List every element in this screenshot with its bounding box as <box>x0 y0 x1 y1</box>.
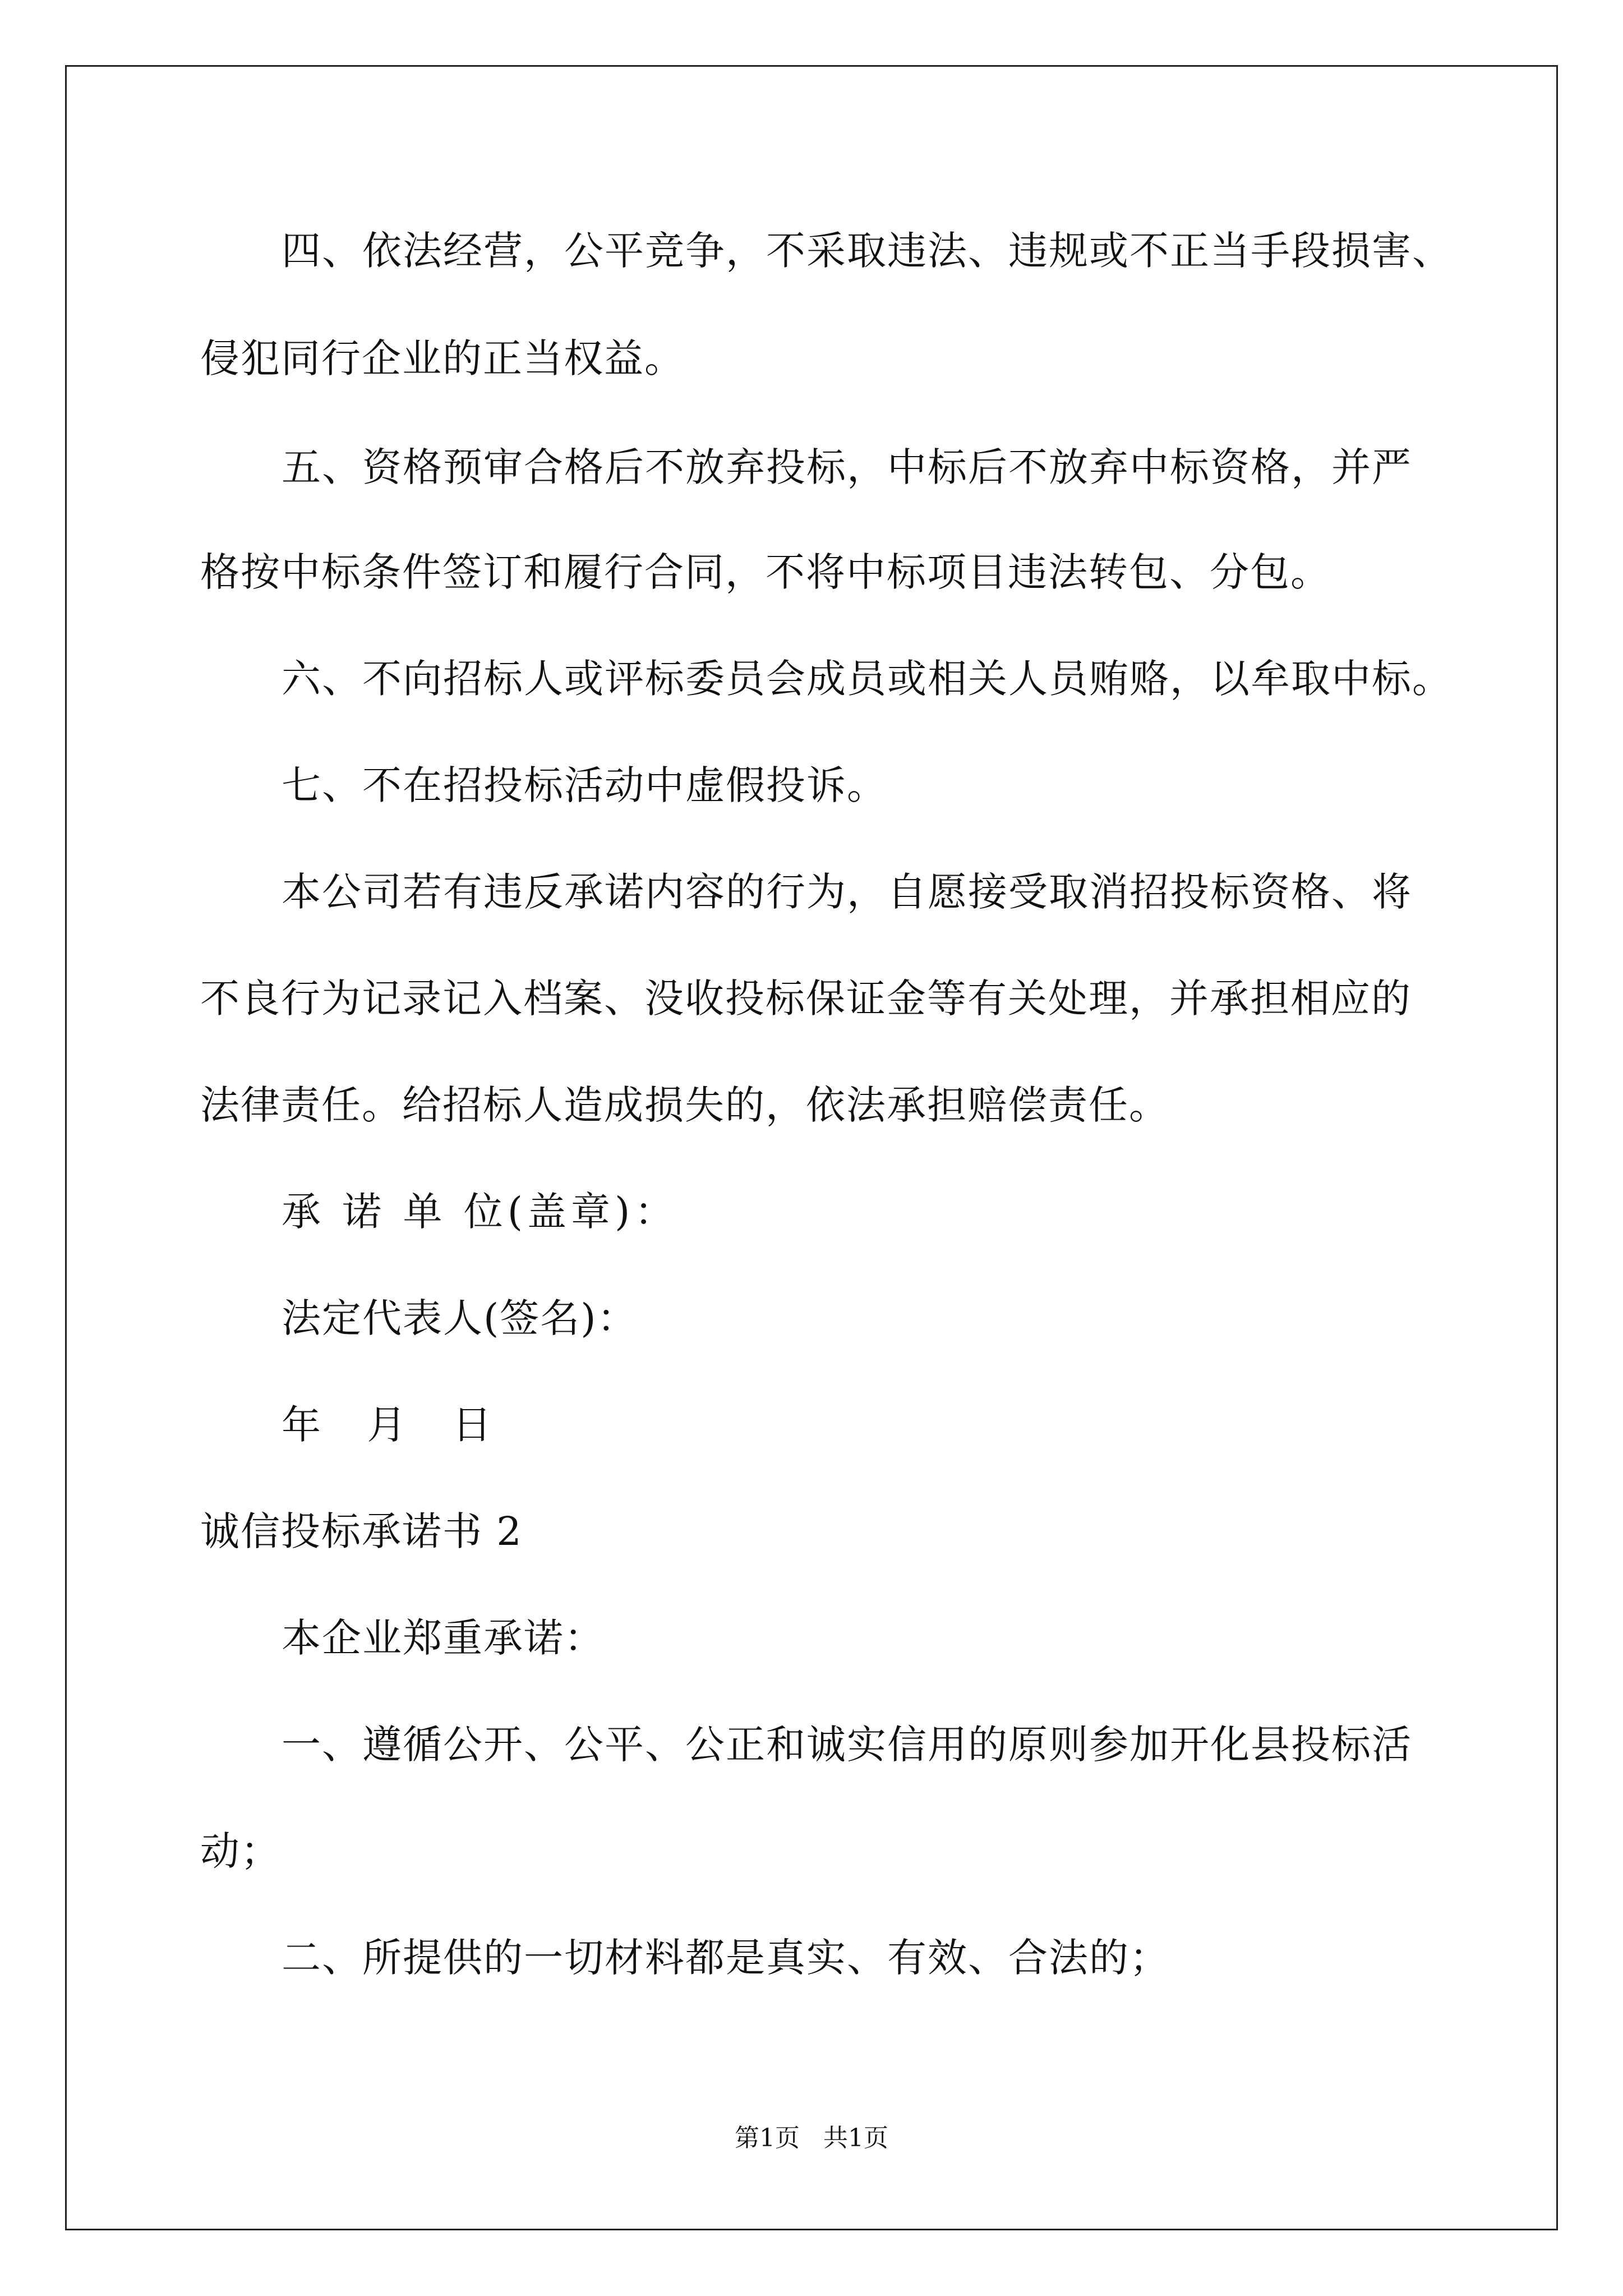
signature-unit-line: 承 诺 单 位(盖章)： <box>282 1189 679 1235</box>
paragraph-line: 本企业郑重承诺： <box>282 1615 605 1661</box>
paragraph-line: 四、依法经营，公平竞争，不采取违法、违规或不正当手段损害、 <box>282 228 1453 274</box>
paragraph-line: 动； <box>200 1828 281 1874</box>
paragraph-line: 侵犯同行企业的正当权益。 <box>200 335 685 381</box>
paragraph-line: 不良行为记录记入档案、没收投标保证金等有关处理，并承担相应的 <box>200 976 1412 1022</box>
page-border <box>65 65 1558 2230</box>
paragraph-line: 五、资格预审合格后不放弃投标，中标后不放弃中标资格，并严 <box>282 444 1412 490</box>
date-line: 年 月 日 <box>282 1402 509 1448</box>
paragraph-line: 二、所提供的一切材料都是真实、有效、合法的； <box>282 1935 1170 1981</box>
paragraph-line: 一、遵循公开、公平、公正和诚实信用的原则参加开化县投标活 <box>282 1722 1412 1768</box>
signature-representative-line: 法定代表人(签名)： <box>282 1295 638 1341</box>
page-footer: 第1页 共1页 <box>735 2124 888 2152</box>
paragraph-line: 法律责任。给招标人造成损失的，依法承担赔偿责任。 <box>200 1082 1169 1128</box>
paragraph-line: 六、不向招标人或评标委员会成员或相关人员贿赂，以牟取中标。 <box>282 656 1453 702</box>
section-heading: 诚信投标承诺书 2 <box>200 1508 523 1554</box>
paragraph-line: 本公司若有违反承诺内容的行为，自愿接受取消招投标资格、将 <box>282 869 1412 915</box>
paragraph-line: 格按中标条件签订和履行合同，不将中标项目违法转包、分包。 <box>200 549 1331 595</box>
paragraph-line: 七、不在招投标活动中虚假投诉。 <box>282 762 887 808</box>
